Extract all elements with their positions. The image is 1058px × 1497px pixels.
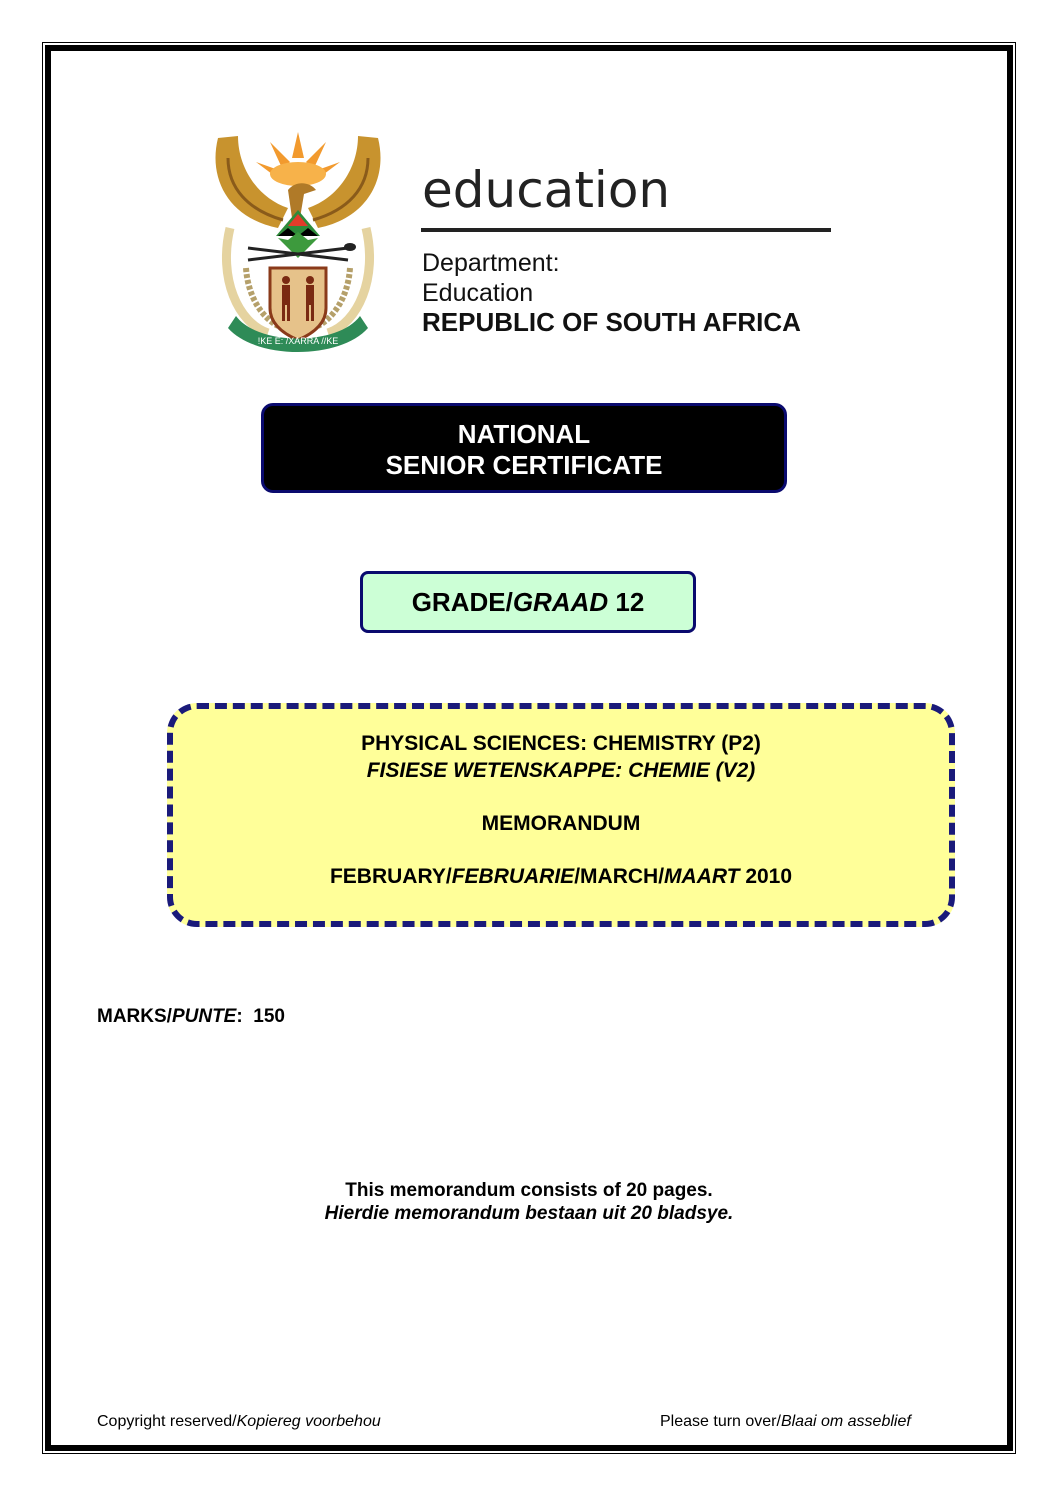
marks-label-en: MARKS/ — [97, 1006, 172, 1027]
exam-date — [173, 864, 949, 890]
turn-over-af: Blaai om asseblief — [780, 1413, 911, 1430]
department-name: Education — [422, 279, 534, 307]
page-count-af: Hierdie memorandum bestaan uit 20 bladsye. — [324, 1203, 734, 1224]
date-month-en-1: FEBRUARY/ — [329, 865, 452, 888]
certificate-banner — [261, 403, 787, 493]
date-month-en-2: /MARCH/ — [574, 865, 665, 888]
marks-separator: : — [236, 1006, 254, 1027]
turn-over-en: Please turn over/ — [660, 1413, 781, 1430]
date-year: 2010 — [739, 865, 793, 888]
logo-wordmark: education — [422, 161, 671, 219]
footer-copyright — [97, 1412, 381, 1432]
copyright-af: Kopiereg voorbehou — [236, 1413, 381, 1430]
logo-divider — [421, 228, 831, 232]
grade-label-af: GRAAD — [512, 587, 609, 617]
marks-label-af: PUNTE — [171, 1006, 237, 1027]
marks-value: 150 — [253, 1006, 285, 1027]
date-month-af-1: FEBRUARIE — [451, 865, 575, 888]
grade-label-en: GRADE/ — [411, 587, 513, 617]
grade-badge — [360, 571, 696, 633]
page-count-en: This memorandum consists of 20 pages. — [345, 1180, 713, 1201]
date-month-af-2: MAART — [664, 865, 740, 888]
footer-turn-over — [660, 1412, 911, 1432]
total-marks — [97, 1005, 285, 1029]
department-label: Department: — [422, 249, 560, 277]
country-name: REPUBLIC OF SOUTH AFRICA — [422, 307, 801, 337]
subject-panel — [167, 703, 955, 927]
subject-title-af: FISIESE WETENSKAPPE: CHEMIE (V2) — [366, 759, 756, 782]
document-type: MEMORANDUM — [481, 812, 641, 835]
certificate-line-2: SENIOR CERTIFICATE — [385, 450, 663, 480]
grade-value: 12 — [608, 587, 645, 617]
certificate-line-1: NATIONAL — [457, 419, 591, 449]
subject-title-en: PHYSICAL SCIENCES: CHEMISTRY (P2) — [361, 732, 761, 755]
crest-motto: !KE E: /XARRA //KE — [257, 336, 339, 346]
copyright-en: Copyright reserved/ — [97, 1413, 237, 1430]
coat-of-arms-icon — [208, 128, 388, 353]
